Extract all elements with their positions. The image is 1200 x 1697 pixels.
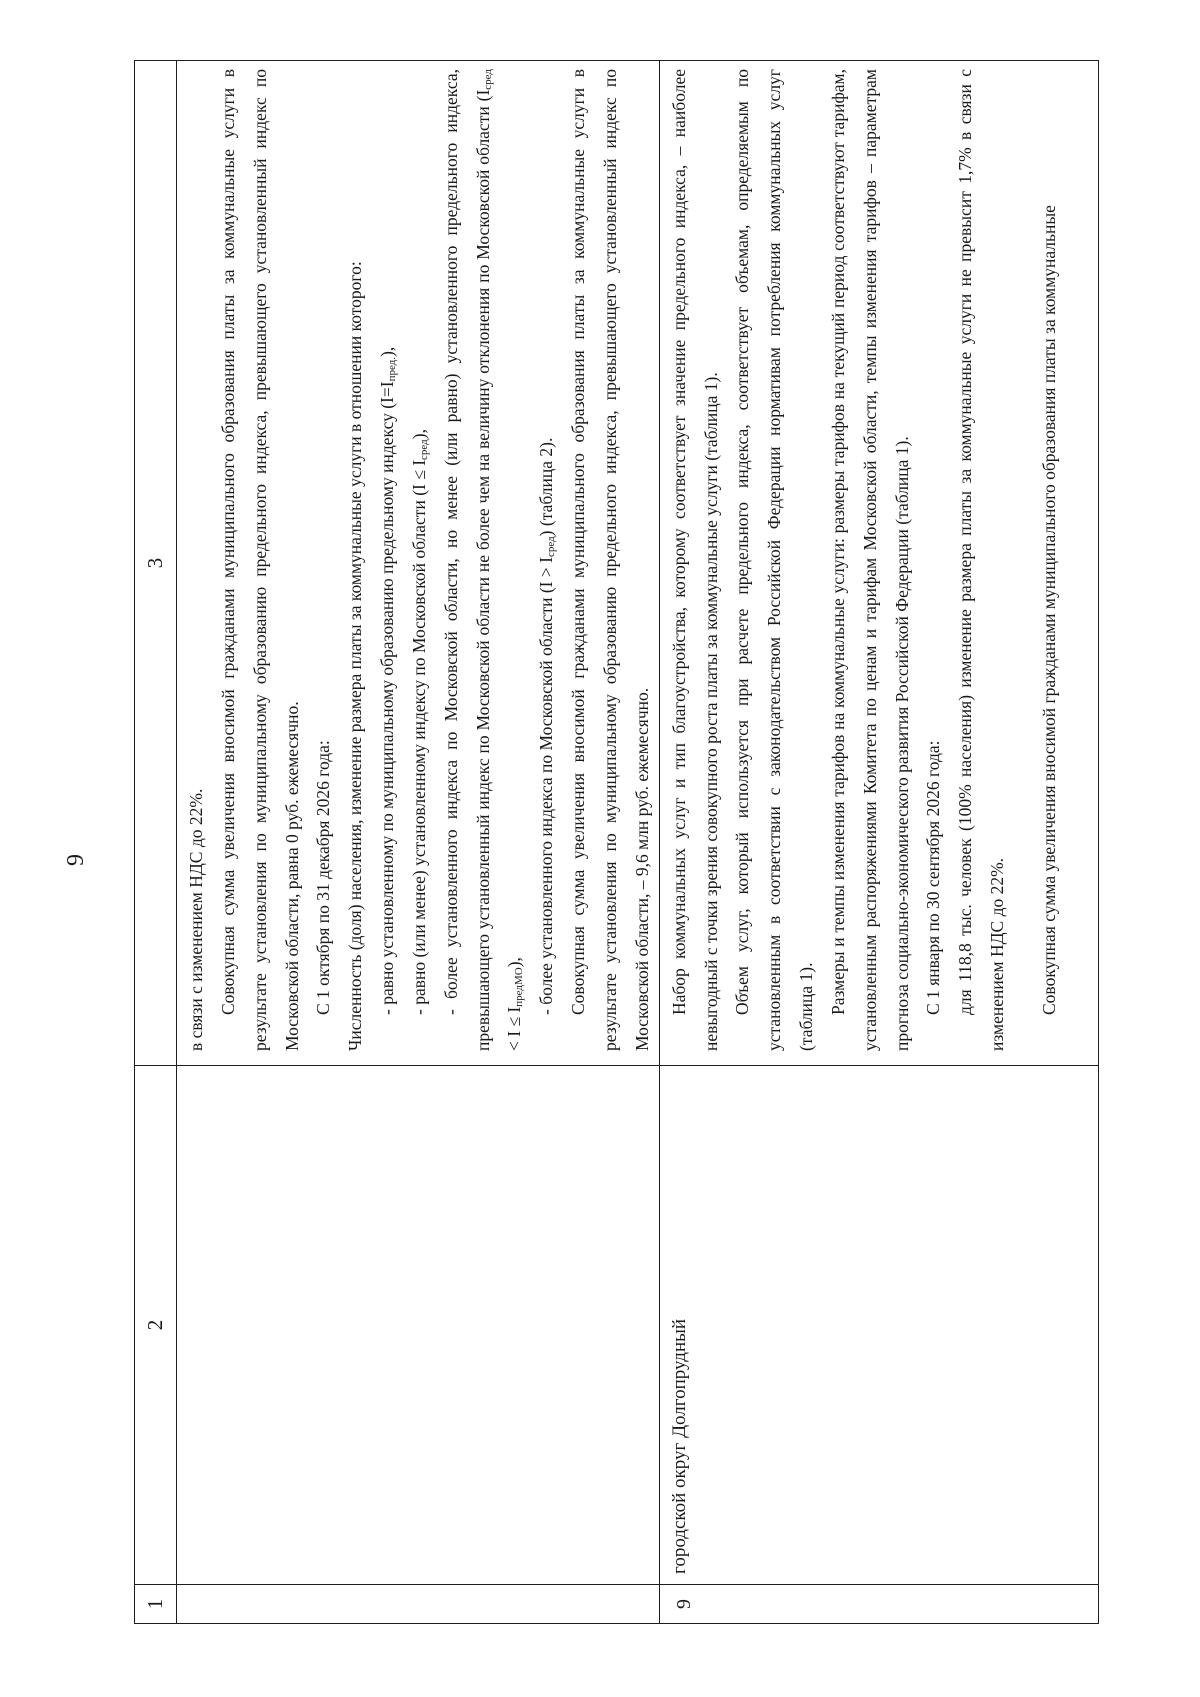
row-number-cell: [177, 1585, 660, 1624]
table-header-row: [135, 61, 177, 1624]
row-description-cell: [177, 61, 660, 1066]
column-header-1: 1: [135, 1585, 177, 1624]
paragraph: Совокупная сумма увеличения вносимой гражданами муниципального образования платы за коммунальные услуги в результате установления по муниципальному образованию предельного индекса, превышающего установленный индекс по Московской области, равна 0 руб. ежемесячно.: [217, 69, 302, 1051]
paragraph: для 118,8 тыс. человек (100% населения) изменение размера платы за коммунальные услуги не превысит 1,7% в связи с изменением НДС до 22%.: [955, 69, 1008, 1051]
row-description-cell: [659, 61, 1098, 1066]
paragraph: Объем услуг, который используется при расчете предельного индекса, соответствует объемам, определяемым по установленным в соответствии с законодательством Российской Федерации нормативам потребления коммунальных услуг (таблица 1).: [732, 69, 817, 1051]
column-header-3: 3: [135, 61, 177, 1066]
paragraph: Численность (доля) населения, изменение размера платы за коммунальные услуги в отношении которого:: [345, 261, 366, 1051]
list-item: - более установленного индекса по Московской области $(I > I_{сред})$ (таблица 2).: [536, 437, 558, 1015]
column-header-2: 2: [135, 1066, 177, 1585]
list-item: - равно установленному по муниципальному образованию предельному индексу $(I=I_{пред.})$,: [377, 346, 399, 1015]
paragraph: в связи с изменением НДС до 22%.: [186, 788, 206, 1051]
paragraph: Размеры и темпы изменения тарифов на коммунальные услуги: размеры тарифов на текущий период соответствуют тарифам, установленным распоряжениями Комитета по ценам и тарифам Московской области, темпы изменения тарифов – параметрам прогноза социально-экономического развития Российской Федерации (таблица 1).: [827, 69, 912, 1051]
row-number-cell: 9: [659, 1585, 1098, 1624]
paragraph: С 1 октября по 31 декабря 2026 года:: [313, 740, 334, 1015]
main-table: [134, 60, 1099, 1624]
rotated-table-container: [134, 64, 1099, 1624]
table-row-continued: [177, 61, 660, 1624]
table-row-9: [659, 61, 1098, 1624]
paragraph: Набор коммунальных услуг и тип благоустройства, которому соответствует значение предельного индекса, – наиболее невыгодный с точки зрения совокупного роста платы за коммунальные услуги (таблица 1).: [668, 69, 721, 1051]
list-item: - равно (или менее) установленному индексу по Московской области $(I \le I_{сред})$,: [408, 429, 430, 1015]
row-name-cell: городской округ Долгопрудный: [659, 1066, 1098, 1585]
row-name-cell: [177, 1066, 660, 1585]
page-number: 9: [63, 854, 89, 866]
spacer: [1014, 69, 1034, 1051]
paragraph: Совокупная сумма увеличения вносимой гражданами муниципального образования платы за коммунальные услуги в результате установления по муниципальному образованию предельного индекса, превышающего установленный индекс по Московской области, – 9,6 млн руб. ежемесячно.: [568, 69, 652, 1051]
paragraph: Совокупная сумма увеличения вносимой гражданами муниципального образования платы за коммунальные: [1038, 205, 1059, 1015]
paragraph: С 1 января по 30 сентября 2026 года:: [923, 740, 944, 1015]
list-item: - более установленного индекса по Московской области, но менее (или равно) установленного предельного индекса, превышающего установленный индекс по Московской области не более чем на величину отклонения по Московской области $(I_{сред} < I \le I_{предМО})$,: [440, 69, 526, 1051]
